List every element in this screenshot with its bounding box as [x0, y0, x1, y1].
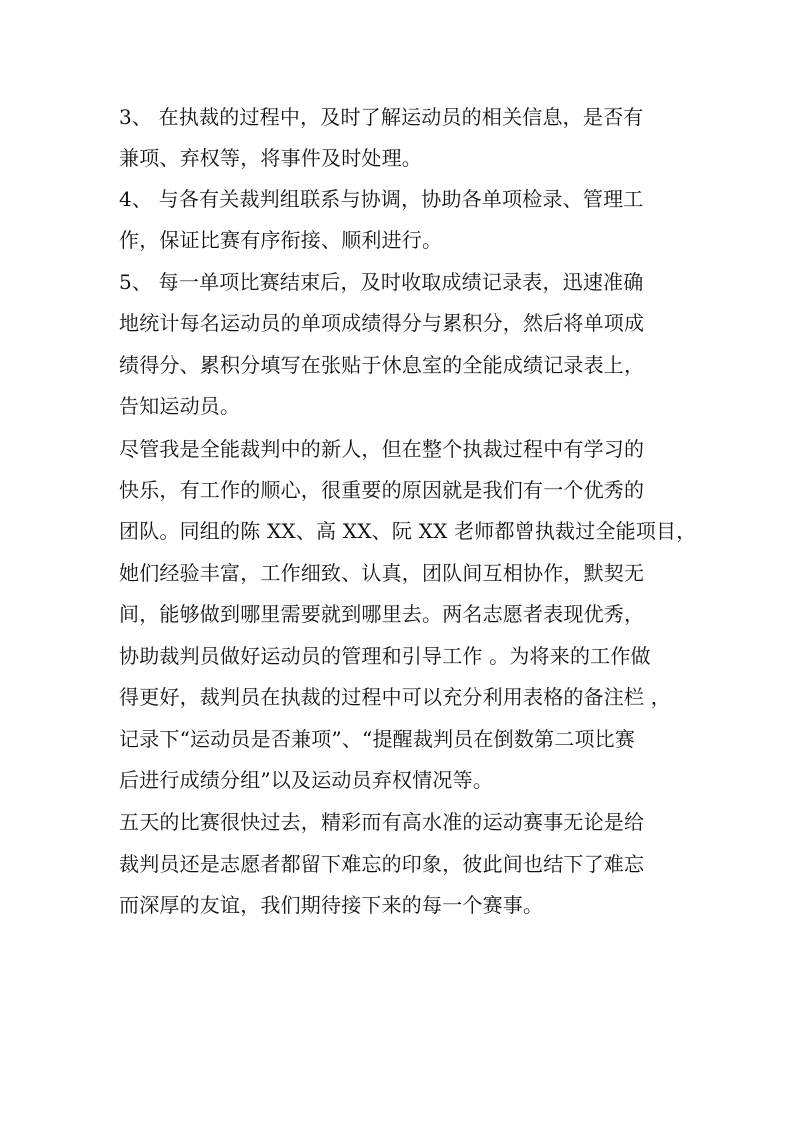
text-line: 5、 每一单项比赛结束后，及时收取成绩记录表，迅速准确: [119, 270, 644, 294]
text-line: 而深厚的友谊，我们期待接下来的每一个赛事。: [119, 893, 544, 917]
text-line: 后进行成绩分组”以及运动员弃权情况等。: [119, 768, 494, 792]
text-line: 团队。同组的陈 XX、高 XX、阮 XX 老师都曾执裁过全能项目，: [119, 519, 697, 543]
text-line: 她们经验丰富，工作细致、认真，团队间互相协作，默契无: [119, 561, 645, 585]
text-line: 告知运动员。: [119, 394, 241, 418]
text-line: 地统计每名运动员的单项成绩得分与累积分，然后将单项成: [119, 311, 645, 335]
text-line: 绩得分、累积分填写在张贴于休息室的全能成绩记录表上，: [119, 353, 645, 377]
text-line: 3、 在执裁的过程中，及时了解运动员的相关信息，是否有: [119, 105, 644, 129]
text-line: 五天的比赛很快过去，精彩而有高水准的运动赛事无论是给: [119, 810, 645, 834]
text-line: 兼项、弃权等，将事件及时处理。: [119, 146, 422, 170]
text-line: 4、 与各有关裁判组联系与协调，协助各单项检录、管理工: [119, 187, 644, 211]
text-line: 作，保证比赛有序衔接、顺利进行。: [119, 228, 443, 252]
text-line: 协助裁判员做好运动员的管理和引导工作 。为将来的工作做: [119, 644, 651, 668]
text-line: 快乐，有工作的顺心，很重要的原因就是我们有一个优秀的: [119, 478, 645, 502]
text-line: 间，能够做到哪里需要就到哪里去。两名志愿者表现优秀，: [119, 602, 645, 626]
text-line: 记录下“运动员是否兼项”、“提醒裁判员在倒数第二项比赛: [119, 727, 636, 751]
text-line: 裁判员还是志愿者都留下难忘的印象，彼此间也结下了难忘: [119, 852, 645, 876]
text-line: 得更好，裁判员在执裁的过程中可以充分利用表格的备注栏 ，: [119, 685, 671, 709]
text-line: 尽管我是全能裁判中的新人，但在整个执裁过程中有学习的: [119, 437, 645, 461]
